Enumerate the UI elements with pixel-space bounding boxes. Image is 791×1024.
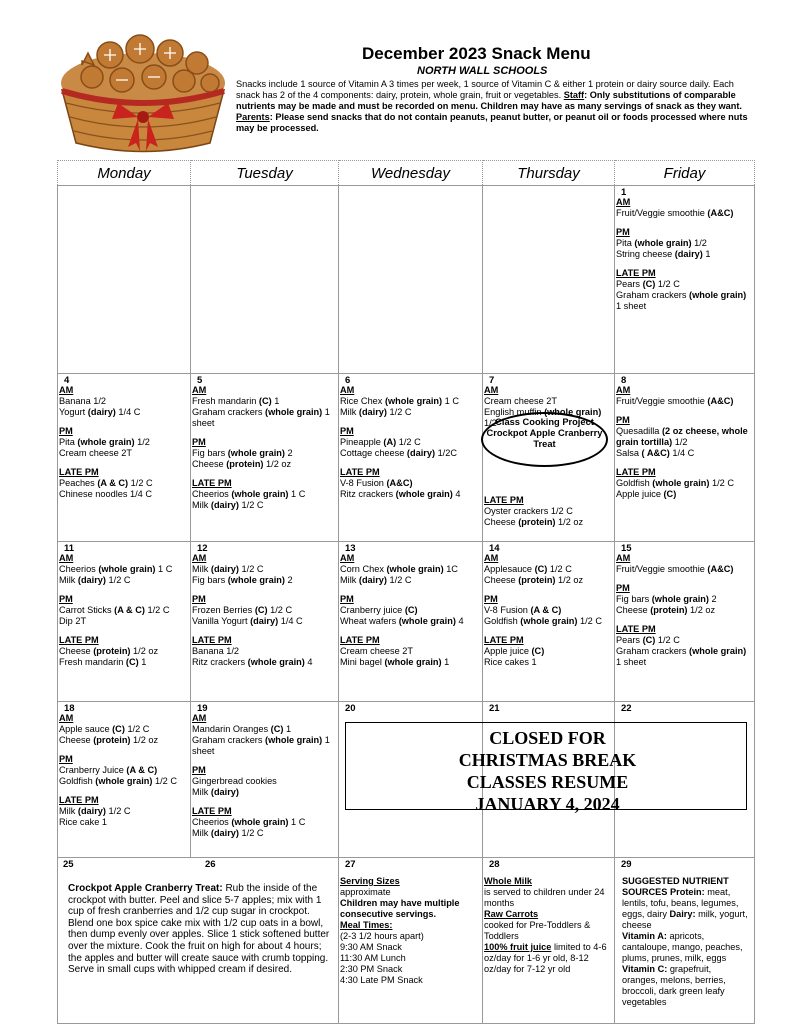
am-label: AM — [59, 713, 74, 723]
snack-item: Applesauce (C) 1/2 C — [484, 564, 572, 574]
snack-item: Gingerbread cookies — [192, 776, 277, 786]
snack-item: Wheat wafers (whole grain) 4 — [340, 616, 464, 626]
am-label: AM — [59, 385, 74, 395]
snack-item: Fresh mandarin (C) 1 — [192, 396, 280, 406]
meal-time: 9:30 AM Snack — [340, 942, 402, 952]
snack-item: Cheese (protein) 1/2 oz — [484, 575, 584, 585]
weekday-header-row — [58, 161, 755, 186]
snack-item: Fresh mandarin (C) 1 — [59, 657, 147, 667]
carrots-text: cooked for Pre-Toddlers & Toddlers — [484, 920, 591, 941]
late-pm-label: LATE PM — [484, 635, 524, 645]
pm-label: PM — [59, 426, 73, 436]
snack-item: Banana 1/2 — [192, 646, 240, 656]
day-cell-5 — [191, 374, 339, 542]
snack-item: Graham crackers (whole grain) 1 sheet — [616, 646, 747, 667]
intro-text: Snacks include 1 source of Vitamin A 3 times per week, 1 source of Vitamin C & either 1 protein or dairy source daily. Each snack has 2 of the 4 components: dairy, protein, whole grain, fruit or vegetables. Staff: Only substitutions of comparable nutrients may be made and must be recorded on menu. Children may have as many servings of snack as they want. Parents: Please send snacks that do not contain peanuts, peanut butter, or peanut oil or foods processed where nuts may be processed. — [236, 79, 748, 133]
snack-item: Goldfish (whole grain) 1/2 C — [59, 776, 177, 786]
day-cell-22: 22 — [615, 702, 755, 858]
day-cell-13 — [339, 542, 483, 702]
pm-label: PM — [484, 594, 498, 604]
snack-item: Milk (dairy) 1/2 C — [59, 575, 131, 585]
pm-label: PM — [616, 583, 630, 593]
recipe-text: Crockpot Apple Cranberry Treat: Rub the inside of the crockpot with butter. Peel and slice 5-7 apples; mix with 1 cup of fresh cranberries and 1/2 cup sugar in crockpot. Blend one box spice cake mix with 1/2 cup oats in a bowl, then dump evenly over apples. Slice 1 stick softened butter over the mixture. Cook the fruit on high for about 4 hours; the apples and butter will create sauce with crumb topping. Serve in small cups with whipped cream if desired. — [68, 883, 330, 976]
am-label: AM — [340, 385, 355, 395]
pm-label: PM — [192, 437, 206, 447]
snack-item: Fruit/Veggie smoothie (A&C) — [616, 396, 734, 406]
late-pm-label: LATE PM — [616, 467, 656, 477]
snack-item: Pita (whole grain) 1/2 — [616, 238, 707, 248]
am-label: AM — [484, 553, 499, 563]
day-number: 6 — [345, 375, 351, 386]
day-number: 4 — [64, 375, 70, 386]
snack-item: Mandarin Oranges (C) 1 — [192, 724, 292, 734]
serving-title: Serving Sizes — [340, 876, 400, 886]
empty-cell — [58, 186, 191, 374]
am-label: AM — [484, 385, 499, 395]
day-cell-1 — [615, 186, 755, 374]
snack-item: Carrot Sticks (A & C) 1/2 C — [59, 605, 170, 615]
snack-item: String cheese (dairy) 1 — [616, 249, 711, 259]
snack-item: Pineapple (A) 1/2 C — [340, 437, 421, 447]
snack-item: Cheese (protein) 1/2 oz — [616, 605, 716, 615]
snack-item: Cheese (protein) 1/2 oz — [484, 517, 584, 527]
snack-item: Fig bars (whole grain) 2 — [192, 448, 293, 458]
day-number: 15 — [621, 543, 632, 554]
snack-item: Fig bars (whole grain) 2 — [192, 575, 293, 585]
serving-approx: approximate — [340, 887, 391, 897]
am-label: AM — [616, 385, 631, 395]
day-cell-18 — [58, 702, 191, 858]
snack-item: Milk (dairy) 1/2 C — [192, 564, 264, 574]
day-number: 14 — [489, 543, 500, 554]
late-pm-label: LATE PM — [59, 635, 99, 645]
snack-item: Apple sauce (C) 1/2 C — [59, 724, 150, 734]
pm-label: PM — [616, 227, 630, 237]
snack-item: Milk (dairy) 1/2 C — [192, 500, 264, 510]
snack-item: Pita (whole grain) 1/2 — [59, 437, 150, 447]
am-label: AM — [59, 553, 74, 563]
late-pm-label: LATE PM — [484, 495, 524, 505]
day-cell-27: 27 Serving Sizes approximate Children may have multiple consecutive servings. Meal Times: (2-3 1/2 hours apart) 9:30 AM Snack 11:30 AM Lunch 2:30 PM Snack 4:30 Late PM Snack — [339, 858, 483, 1024]
snack-item: Apple juice (C) — [484, 646, 545, 656]
recipe-cell: 25 26 Crockpot Apple Cranberry Treat: Rub the inside of the crockpot with butter. Peel and slice 5-7 apples; mix with 1 cup of fresh cranberries and 1/2 cup sugar in crockpot. Blend one box spice cake mix with 1/2 cup oats in a bowl, then dump evenly over apples. Slice 1 stick softened butter over the mixture. Cook the fruit on high for about 4 hours; the apples and butter will create sauce with crumb topping. Serve in small cups with whipped cream if desired. — [58, 858, 339, 1024]
day-number: 8 — [621, 375, 627, 386]
snack-item: Graham crackers (whole grain) 1 sheet — [192, 735, 330, 756]
late-pm-label: LATE PM — [340, 635, 380, 645]
late-pm-label: LATE PM — [616, 268, 656, 278]
pm-label: PM — [616, 415, 630, 425]
late-pm-label: LATE PM — [192, 806, 232, 816]
snack-item: Pears (C) 1/2 C — [616, 279, 680, 289]
closed-banner-text: CLOSED FOR CHRISTMAS BREAK CLASSES RESUME JANUARY 4, 2024 — [458, 728, 637, 814]
snack-item: V-8 Fusion (A & C) — [484, 605, 562, 615]
late-pm-label: LATE PM — [340, 467, 380, 477]
snack-item: Cheese (protein) 1/2 oz — [59, 646, 159, 656]
weekday-thursday: Thursday — [483, 161, 615, 186]
snack-item: Cheerios (whole grain) 1 C — [192, 489, 306, 499]
late-pm-label: LATE PM — [59, 467, 99, 477]
am-label: AM — [616, 197, 631, 207]
empty-cell — [191, 186, 339, 374]
snack-item: Fruit/Veggie smoothie (A&C) — [616, 564, 734, 574]
day-cell-4 — [58, 374, 191, 542]
late-pm-label: LATE PM — [192, 635, 232, 645]
day-cell-11 — [58, 542, 191, 702]
snack-item: Cream cheese 2T — [484, 396, 558, 406]
empty-cell — [339, 186, 483, 374]
snack-item: Milk (dairy) 1/2 C — [59, 806, 131, 816]
snack-item: Cheerios (whole grain) 1 C — [192, 817, 306, 827]
meal-time: (2-3 1/2 hours apart) — [340, 931, 424, 941]
day-cell-8 — [615, 374, 755, 542]
snack-item: Dip 2T — [59, 616, 87, 626]
snack-item: Cranberry juice (C) — [340, 605, 418, 615]
cookie-basket-illustration — [52, 25, 234, 160]
pm-label: PM — [340, 594, 354, 604]
day-number: 19 — [197, 703, 208, 714]
snack-item: Graham crackers (whole grain) 1 sheet — [192, 407, 330, 428]
am-label: AM — [192, 713, 207, 723]
snack-item: Cottage cheese (dairy) 1/2C — [340, 448, 457, 458]
day-number: 5 — [197, 375, 203, 386]
school-name: NORTH WALL SCHOOLS — [417, 65, 548, 77]
snack-item: Fig bars (whole grain) 2 — [616, 594, 717, 604]
day-cell-28: 28 Whole Milk is served to children under 24 months Raw Carrots cooked for Pre-Toddlers & Toddlers 100% fruit juice limited to 4-6 oz/day for 1-6 yr old, 8-12 oz/day for 7-12 yr old — [483, 858, 615, 1024]
snack-item: Fruit/Veggie smoothie (A&C) — [616, 208, 734, 218]
day-number: 18 — [64, 703, 75, 714]
milk-title: Whole Milk — [484, 876, 532, 886]
pm-label: PM — [192, 765, 206, 775]
snack-item: Milk (dairy) 1/2 C — [340, 407, 412, 417]
serving-multi: Children may have multiple consecutive servings. — [340, 898, 460, 919]
day-cell-21: 21 — [483, 702, 615, 858]
meal-time: 2:30 PM Snack — [340, 964, 403, 974]
day-cell-12 — [191, 542, 339, 702]
snack-item: Cream cheese 2T — [59, 448, 133, 458]
am-label: AM — [192, 385, 207, 395]
weekday-tuesday: Tuesday — [191, 161, 339, 186]
snack-item: Goldfish (whole grain) 1/2 C — [484, 616, 602, 626]
snack-item: Rice cake 1 — [59, 817, 108, 827]
day-number: 13 — [345, 543, 356, 554]
calendar-table — [57, 160, 755, 1024]
snack-item: Cheese (protein) 1/2 oz — [192, 459, 292, 469]
snack-item: Pears (C) 1/2 C — [616, 635, 680, 645]
page-title: December 2023 Snack Menu — [362, 44, 591, 63]
snack-item: Cheerios (whole grain) 1 C — [59, 564, 173, 574]
day-cell-6 — [339, 374, 483, 542]
empty-cell — [483, 186, 615, 374]
snack-item: Peaches (A & C) 1/2 C — [59, 478, 153, 488]
day-cell-15 — [615, 542, 755, 702]
am-label: AM — [340, 553, 355, 563]
snack-item: Rice Chex (whole grain) 1 C — [340, 396, 459, 406]
day-number: 1 — [621, 187, 627, 198]
snack-item: Cheese (protein) 1/2 oz — [59, 735, 159, 745]
snack-item: Yogurt (dairy) 1/4 C — [59, 407, 141, 417]
snack-item: Cream cheese 2T — [340, 646, 414, 656]
snack-item: Graham crackers (whole grain) 1 sheet — [616, 290, 747, 311]
snack-item: Apple juice (C) — [616, 489, 677, 499]
day-cell-20: 20 — [339, 702, 483, 858]
snack-item: Oyster crackers 1/2 C — [484, 506, 573, 516]
cooking-project-text: Class Cooking Project Crockpot Apple Cranberry Treat — [486, 417, 603, 449]
day-number: 12 — [197, 543, 208, 554]
snack-item: Milk (dairy) 1/2 C — [192, 828, 264, 838]
late-pm-label: LATE PM — [616, 624, 656, 634]
snack-item: Corn Chex (whole grain) 1C — [340, 564, 458, 574]
pm-label: PM — [59, 754, 73, 764]
carrots-title: Raw Carrots — [484, 909, 539, 919]
snack-item: Frozen Berries (C) 1/2 C — [192, 605, 293, 615]
pm-label: PM — [192, 594, 206, 604]
weekday-monday: Monday — [58, 161, 191, 186]
pm-label: PM — [59, 594, 73, 604]
am-label: AM — [192, 553, 207, 563]
weekday-wednesday: Wednesday — [339, 161, 483, 186]
am-label: AM — [616, 553, 631, 563]
snack-item: Mini bagel (whole grain) 1 — [340, 657, 450, 667]
snack-item: Quesadilla (2 oz cheese, whole grain tortilla) 1/2 — [616, 426, 748, 447]
day-cell-19 — [191, 702, 339, 858]
snack-item: Vanilla Yogurt (dairy) 1/4 C — [192, 616, 303, 626]
meal-time: 4:30 Late PM Snack — [340, 975, 423, 985]
snack-item: Chinese noodles 1/4 C — [59, 489, 152, 499]
day-cell-29: 29 SUGGESTED NUTRIENT SOURCES Protein: meat, lentils, tofu, beans, legumes, eggs, dairy Dairy: milk, yogurt, cheese Vitamin A: apricots, cantaloupe, mango, peaches, plums, prunes, milk, eggs Vitamin C: grapefruit, oranges, melons, berries, broccoli, dark green leafy vegetables — [615, 858, 755, 1024]
snack-item: Rice cakes 1 — [484, 657, 537, 667]
day-number: 7 — [489, 375, 495, 386]
snack-item: Ritz crackers (whole grain) 4 — [340, 489, 461, 499]
snack-item: Milk (dairy) — [192, 787, 239, 797]
late-pm-label: LATE PM — [192, 478, 232, 488]
day-number: 11 — [64, 543, 75, 554]
snack-item: Salsa ( A&C) 1/4 C — [616, 448, 695, 458]
late-pm-label: LATE PM — [59, 795, 99, 805]
day-cell-14 — [483, 542, 615, 702]
weekday-friday: Friday — [615, 161, 755, 186]
nutrient-sources: SUGGESTED NUTRIENT SOURCES Protein: meat, lentils, tofu, beans, legumes, eggs, dairy Dairy: milk, yogurt, cheese Vitamin A: apricots, cantaloupe, mango, peaches, plums, prunes, milk, eggs Vitamin C: grapefruit, oranges, melons, berries, broccoli, dark green leafy vegetables — [622, 876, 748, 1007]
snack-item: Cranberry Juice (A & C) — [59, 765, 158, 775]
milk-text: is served to children under 24 months — [484, 887, 605, 908]
snack-item: V-8 Fusion (A&C) — [340, 478, 413, 488]
snack-item: Goldfish (whole grain) 1/2 C — [616, 478, 734, 488]
snack-item: Ritz crackers (whole grain) 4 — [192, 657, 313, 667]
snack-item: English muffin (whole grain) 1/2 — [484, 407, 602, 428]
juice-text: 100% fruit juice limited to 4-6 oz/day for 1-6 yr old, 8-12 oz/day for 7-12 yr old — [484, 942, 607, 974]
snack-item: Milk (dairy) 1/2 C — [340, 575, 412, 585]
meal-time: 11:30 AM Lunch — [340, 953, 406, 963]
meal-times-title: Meal Times: — [340, 920, 393, 930]
snack-item: Banana 1/2 — [59, 396, 107, 406]
pm-label: PM — [340, 426, 354, 436]
